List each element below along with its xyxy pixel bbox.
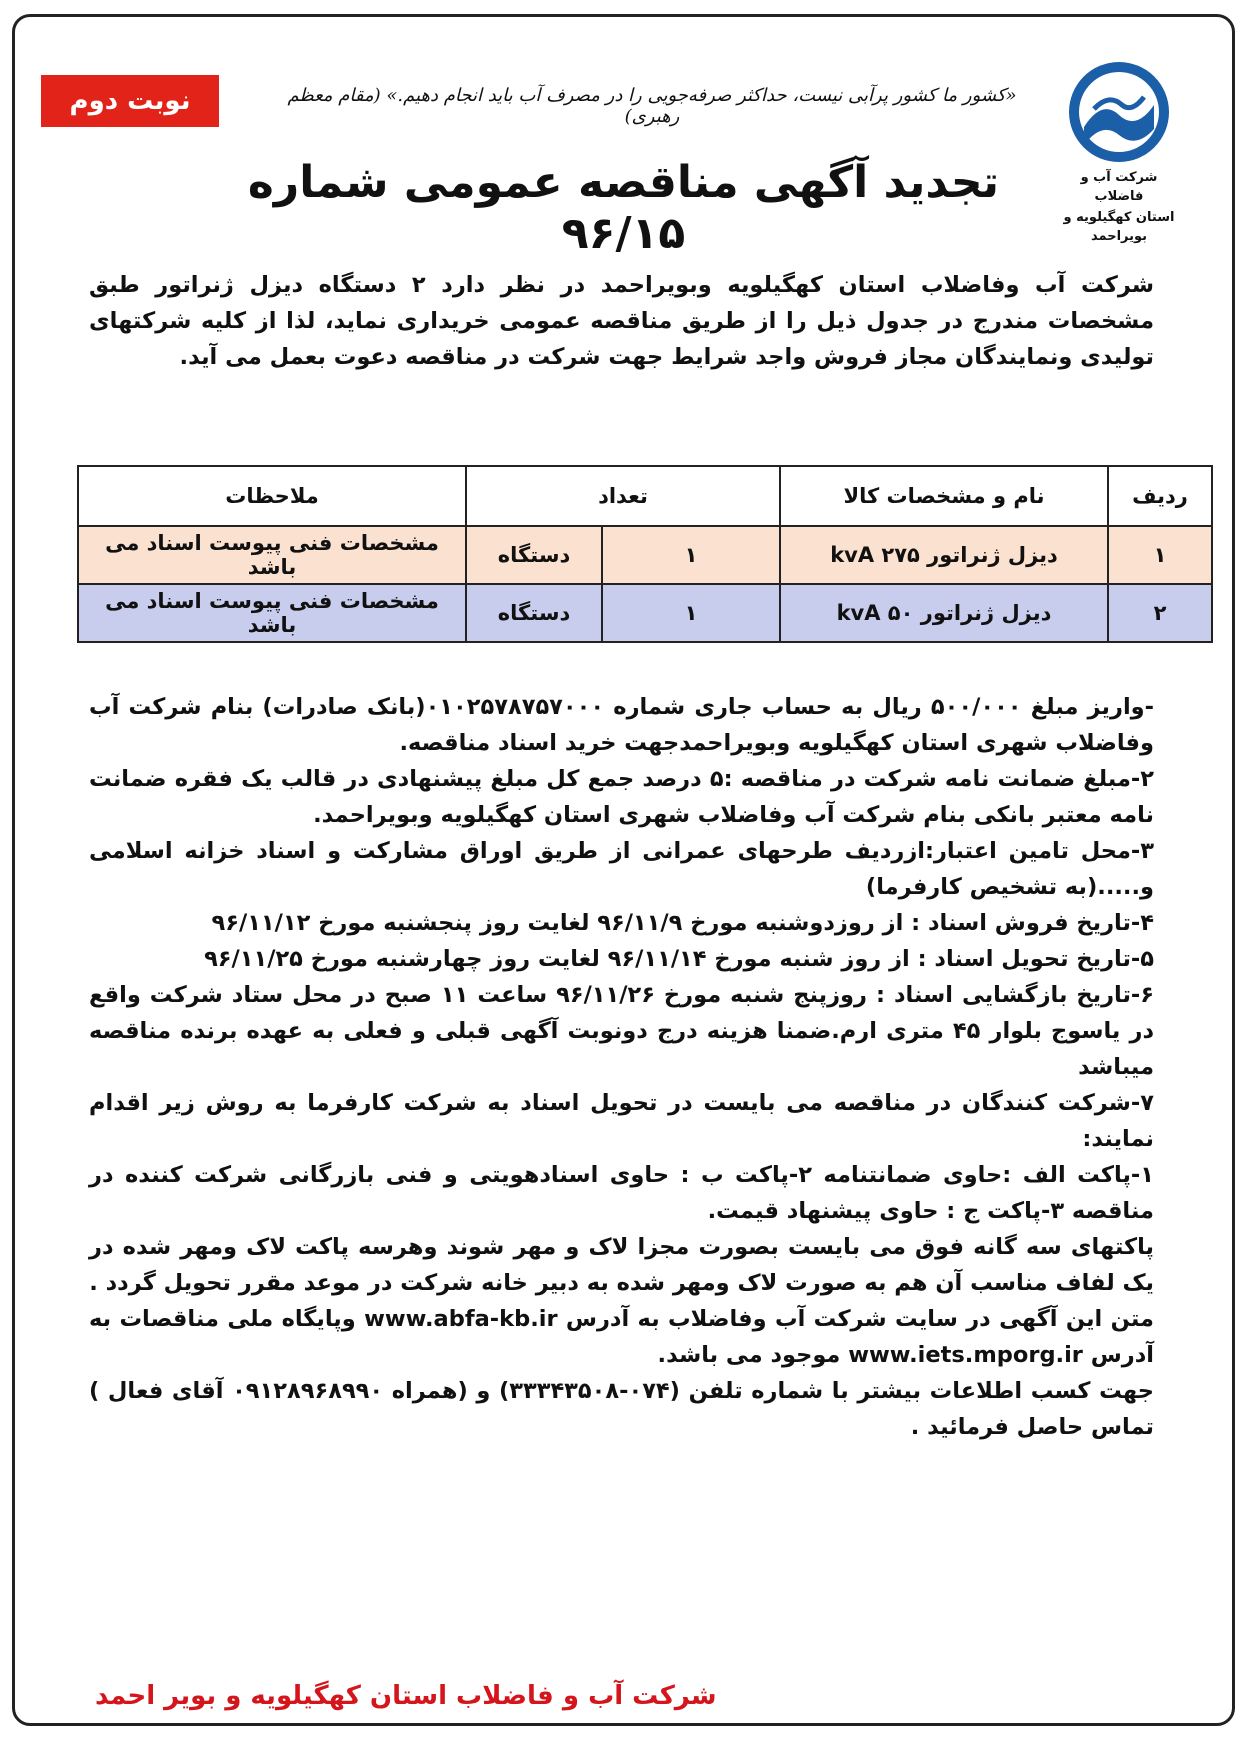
cell-row-number: ۲ [1108,584,1212,642]
logo-org-line1: شرکت آب و فاضلاب [1080,170,1158,204]
page-title: تجدید آگهی مناقصه عمومی شماره ۹۶/۱۵ [247,157,1000,259]
table-row [78,526,1212,584]
round-badge: نوبت دوم [41,75,219,127]
advertisement-frame [12,14,1235,1726]
header-quantity: تعداد [466,466,780,526]
condition-4: ۴-تاریخ فروش اسناد : از روزدوشنبه مورخ ۹۶/۱۱/۹ لغایت روز پنجشنبه مورخ ۹۶/۱۱/۱۲ [211,910,1154,936]
footer-company-name: شرکت آب و فاضلاب استان کهگیلویه و بویر احمد [95,1681,717,1711]
condition-2: ۲-مبلغ ضمانت نامه شرکت در مناقصه :۵ درصد جمع کل مبلغ پیشنهادی در قالب یک فقره ضمانت نامه معتبر بانکی بنام شرکت آب وفاضلاب شهری استان کهگیلویه وبویراحمد. [89,766,1154,828]
condition-5: ۵-تاریخ تحویل اسناد : از روز شنبه مورخ ۹۶/۱۱/۱۴ لغایت روز چهارشنبه مورخ ۹۶/۱۱/۲۵ [204,946,1154,972]
condition-sealing: پاکتهای سه گانه فوق می بایست بصورت مجزا لاک و مهر شوند وهرسه پاکت لاک ومهر شده در یک لفاف مناسب آن هم به صورت لاک ومهر شده به دبیر خانه شرکت در موعد مقرر تحویل گردد . [89,1234,1154,1296]
intro-paragraph: شرکت آب وفاضلاب استان کهگیلویه وبویراحمد در نظر دارد ۲ دستگاه دیزل ژنراتور طبق مشخصات مندرج در جدول ذیل را از طریق مناقصه عمومی خریداری نماید، لذا از کلیه شرکتهای تولیدی ونمایندگان مجاز فروش واجد شرایط جهت شرکت در مناقصه دعوت بعمل می آید. [89,272,1154,370]
conditions-list [89,689,1154,1445]
cell-unit: دستگاه [466,584,602,642]
cell-item-name: دیزل ژنراتور kvA ۲۷۵ [780,526,1108,584]
condition-7: ۷-شرکت کنندگان در مناقصه می بایست در تحویل اسناد به شرکت کارفرما به روش زیر اقدام نمایند: [89,1090,1154,1152]
header-item-name: نام و مشخصات کالا [780,466,1108,526]
condition-1: -واریز مبلغ ۵۰۰/۰۰۰ ریال به حساب جاری شماره ۰۱۰۲۵۷۸۷۵۷۰۰۰(بانک صادرات) بنام شرکت آب وفاضلاب شهری استان کهگیلویه وبویراحمدجهت خرید اسناد مناقصه. [89,694,1154,756]
header-row-number: ردیف [1108,466,1212,526]
items-table [77,465,1213,643]
cell-quantity: ۱ [602,584,780,642]
table-header-row [78,466,1212,526]
cell-row-number: ۱ [1108,526,1212,584]
cell-notes: مشخصات فنی پیوست اسناد می باشد [78,526,466,584]
slogan: «کشور ما کشور پرآبی نیست، حداکثر صرفه‌جویی را در مصرف آب باید انجام دهیم.» (مقام معظم رهبری) [287,85,1017,127]
logo-org-line2: استان کهگیلویه و بویراحمد [1063,209,1175,244]
condition-3: ۳-محل تامین اعتبار:ازردیف طرحهای عمرانی از طریق اوراق مشارکت و اسناد خزانه اسلامی و.....(به تشخیص کارفرما) [89,838,1154,900]
condition-contact: جهت کسب اطلاعات بیشتر با شماره تلفن (۰۷۴-۳۳۳۴۳۵۰۸) و (همراه ۰۹۱۲۸۹۶۸۹۹۰ آقای فعال ) تماس حاصل فرمائید . [89,1378,1155,1440]
condition-envelopes: ۱-پاکت الف :حاوی ضمانتنامه ۲-پاکت ب : حاوی اسنادهویتی و فنی بازرگانی شرکت کننده در مناقصه ۳-پاکت ج : حاوی پیشنهاد قیمت. [89,1162,1154,1224]
table-row [78,584,1212,642]
cell-quantity: ۱ [602,526,780,584]
cell-notes: مشخصات فنی پیوست اسناد می باشد [78,584,466,642]
water-drop-logo-icon [1064,57,1174,167]
cell-item-name: دیزل ژنراتور kvA ۵۰ [780,584,1108,642]
condition-6: ۶-تاریخ بازگشایی اسناد : روزپنج شنبه مورخ ۹۶/۱۱/۲۶ ساعت ۱۱ صبح در محل ستاد شرکت واقع در یاسوج بلوار ۴۵ متری ارم.ضمنا هزینه درج دونوبت آگهی قبلی و فعلی به عهده برنده مناقصه میباشد [89,982,1155,1080]
cell-unit: دستگاه [466,526,602,584]
header-notes: ملاحظات [78,466,466,526]
company-logo [1054,57,1184,246]
condition-websites: متن این آگهی در سایت شرکت آب وفاضلاب به آدرس www.abfa-kb.ir وپایگاه ملی مناقصات به آدرس www.iets.mporg.ir موجود می باشد. [89,1306,1154,1368]
